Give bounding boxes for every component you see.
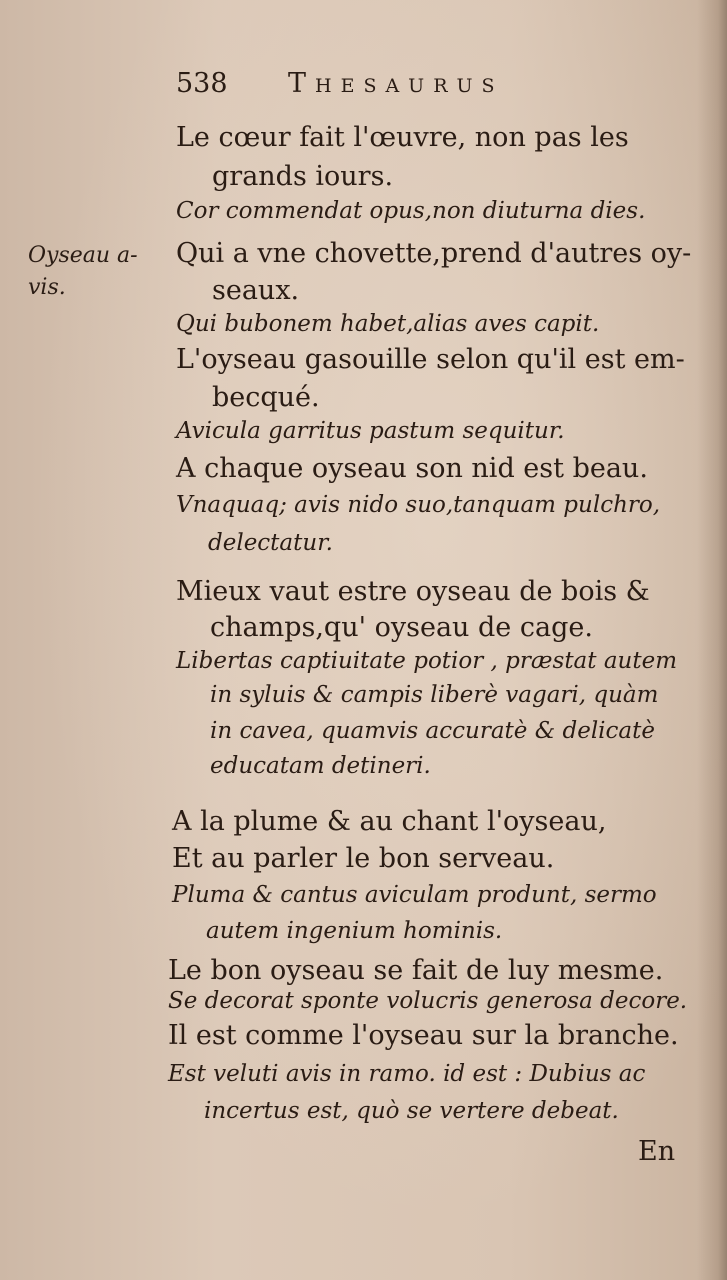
text-line: delectatur.: [208, 530, 333, 556]
catchword: En: [638, 1136, 676, 1167]
running-header: [176, 70, 504, 97]
text-line: incertus est, quò se vertere debeat.: [204, 1098, 619, 1124]
text-line: A la plume & au chant l'oyseau,: [172, 806, 607, 837]
text-line: L'oyseau gasouille selon qu'il est em-: [176, 344, 685, 375]
text-line: Qui bubonem habet,alias aves capit.: [176, 311, 600, 337]
text-line: A chaque oyseau son nid est beau.: [176, 453, 648, 484]
text-line: becqué.: [212, 382, 320, 413]
text-line: Pluma & cantus aviculam produnt, sermo: [172, 882, 657, 908]
page-number: 538: [176, 68, 228, 99]
text-line: Mieux vaut estre oyseau de bois &: [176, 576, 650, 607]
text-line: in syluis & campis liberè vagari, quàm: [210, 682, 659, 708]
text-line: Avicula garritus pastum sequitur.: [176, 418, 565, 444]
text-line: Et au parler le bon serveau.: [172, 843, 555, 874]
text-line: Est veluti avis in ramo. id est : Dubius ac: [168, 1061, 646, 1087]
margin-note-line: Oyseau a-: [28, 243, 138, 268]
text-line: in cavea, quamvis accuratè & delicatè: [210, 718, 655, 744]
margin-note: [28, 240, 138, 304]
text-line: Se decorat sponte volucris generosa decore.: [168, 988, 688, 1014]
text-line: Le bon oyseau se fait de luy mesme.: [168, 955, 664, 986]
text-line: autem ingenium hominis.: [206, 918, 503, 944]
text-line: Il est comme l'oyseau sur la branche.: [168, 1020, 679, 1051]
running-title: Thesaurus: [288, 68, 504, 99]
margin-note-line: vis.: [28, 275, 66, 300]
text-line: Libertas captiuitate potior , præstat autem: [176, 648, 678, 674]
text-line: Cor commendat opus,non diuturna dies.: [176, 198, 646, 224]
text-line: Le cœur fait l'œuvre, non pas les: [176, 122, 629, 153]
page-edge-shadow: [697, 0, 727, 1280]
text-line: champs,qu' oyseau de cage.: [210, 612, 593, 643]
text-line: Qui a vne chovette,prend d'autres oy-: [176, 238, 692, 269]
text-line: grands iours.: [212, 161, 394, 192]
text-line: Vnaquaq; avis nido suo,tanquam pulchro,: [176, 492, 661, 518]
text-line: seaux.: [212, 275, 300, 306]
text-line: educatam detineri.: [210, 753, 431, 779]
